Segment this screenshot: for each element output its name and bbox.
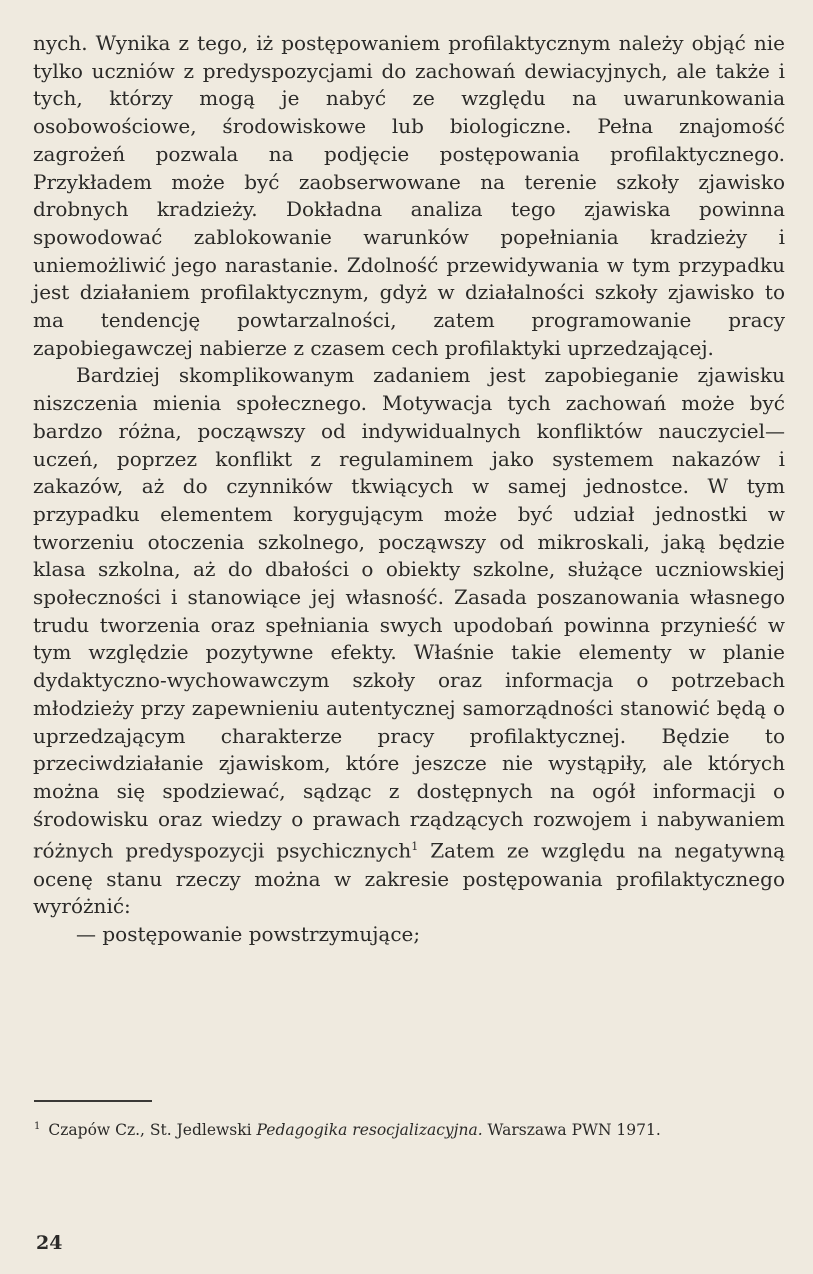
paragraph-1: nych. Wynika z tego, iż postępowaniem profilaktycznym należy objąć nie tylko uczniów z predyspozycjami do zachowań dewiacyjnych, ale także i tych, którzy mogą je nabyć ze względu na uwarunkowania osobowościowe, środowiskowe lub biologiczne. Pełna znajomość zagrożeń pozwala na podjęcie postępowania profilaktycznego. Przykładem może być zaobserwowane na terenie szkoły zjawisko drobnych kradzieży. Dokładna analiza tego zjawiska powinna spowodować zablokowanie warunków popełniania kradzieży i uniemożliwić jego narastanie. Zdolność przewidywania w tym przypadku jest działaniem profilaktycznym, gdyż w działalności szkoły zjawisko to ma tendencję powtarzalności, zatem programowanie pracy zapobiegawczej nabierze z czasem cech profilaktyki uprzedzającej. bbox=[33, 31, 785, 360]
footnote-divider bbox=[34, 1100, 152, 1102]
paragraph-2-text: Bardziej skomplikowanym zadaniem jest zapobieganie zjawisku niszczenia mienia społecznego. Motywacja tych zachowań może być bardzo różna, począwszy od indywidualnych konfliktów nauczyciel—uczeń, poprzez konflikt z regulaminem jako systemem nakazów i zakazów, aż do czynników tkwiących w samej jednostce. W tym przypadku elementem korygującym może być udział jednostki w tworzeniu otoczenia szkolnego, począwszy od mikroskali, jaką będzie klasa szkolna, aż do dbałości o obiekty szkolne, służące uczniowskiej społeczności i stanowiące jej własność. Zasada poszanowania własnego trudu tworzenia oraz spełniania swych upodobań powinna przynieść w tym względzie pozytywne efekty. Właśnie takie elementy w planie dydaktyczno-wychowawczym szkoły oraz informacja o potrzebach młodzieży przy zapewnieniu autentycznej samorządności stanowić będą o uprzedzającym charakterze pracy profilaktycznej. Będzie to przeciwdziałanie zjawiskom, które jeszcze nie wystąpiły, ale których można się spodziewać, sądząc z dostępnych na ogół informacji o środowisku oraz wiedzy o prawach rządzących rozwojem i nabywaniem różnych predyspozycji psychicznych bbox=[33, 363, 785, 864]
footnote-marker: 1 bbox=[34, 1121, 41, 1132]
paragraph-2 bbox=[33, 362, 785, 921]
list-item: — postępowanie powstrzymujące; bbox=[76, 922, 421, 947]
footnote-authors: Czapów Cz., St. Jedlewski bbox=[48, 1121, 257, 1140]
page-number: 24 bbox=[36, 1232, 63, 1254]
footnote-title: Pedagogika resocjalizacyjna. bbox=[256, 1121, 483, 1140]
body-text bbox=[33, 30, 785, 949]
footnote-reference: 1 bbox=[411, 840, 419, 854]
footnote bbox=[34, 1114, 786, 1143]
paragraph-2-tail: Zatem ze względu na negatywną ocenę stanu rzeczy można w zakresie postępowania profilaktycznego wyróżnić: bbox=[33, 839, 785, 919]
footnote-publisher: Warszawa PWN 1971. bbox=[482, 1121, 661, 1140]
